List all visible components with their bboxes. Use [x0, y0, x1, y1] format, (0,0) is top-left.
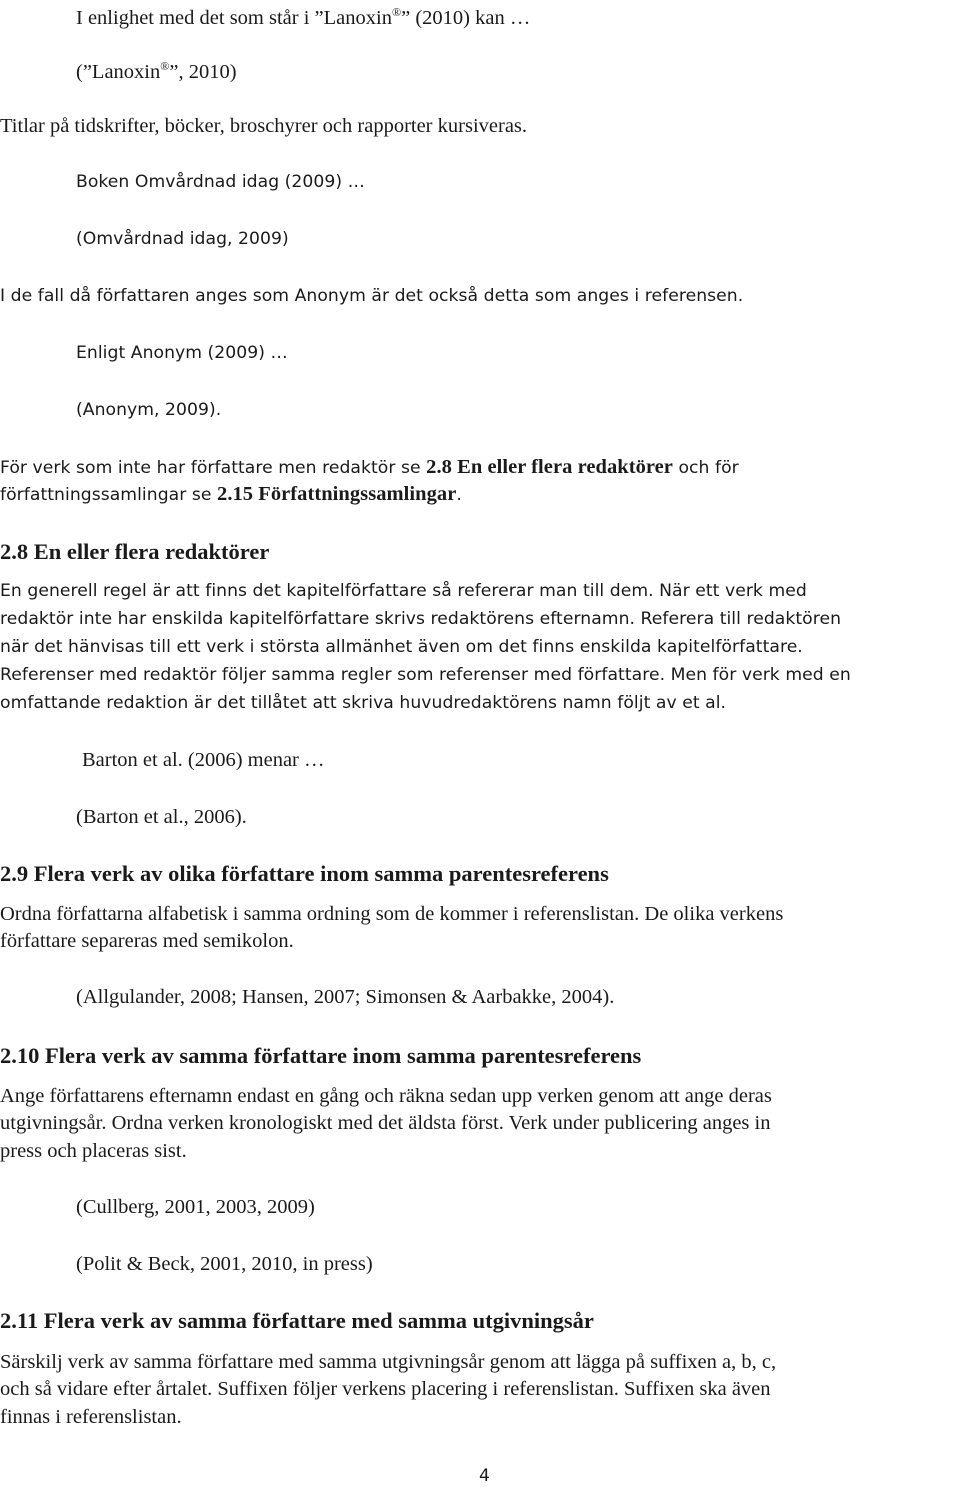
section-2-11-line: Särskilj verk av samma författare med samma utgivningsår genom att lägga på suffixen a, b, c,: [0, 1351, 777, 1373]
intro-line-anonym-citation: (Anonym, 2009).: [76, 400, 222, 420]
section-2-9-line: Ordna författarna alfabetisk i samma ordning som de kommer i referenslistan. De olika verkens: [0, 903, 784, 925]
section-2-10-line: press och placeras sist.: [0, 1140, 187, 1162]
section-2-8-example-narrative: Barton et al. (2006) menar …: [82, 749, 325, 771]
page-number: 4: [479, 1466, 490, 1486]
section-2-11-line: och så vidare efter årtalet. Suffixen följer verkens placering i referenslistan. Suffixen ska även: [0, 1378, 771, 1400]
intro-line-enligt-anonym: Enligt Anonym (2009) …: [76, 343, 288, 363]
intro-line-lanoxin-citation: (”Lanoxin®”, 2010): [76, 59, 237, 83]
section-2-8-line: omfattande redaktion är det tillåtet att skriva huvudredaktörens namn följt av et al.: [0, 693, 727, 713]
section-2-10-heading: 2.10 Flera verk av samma författare inom samma parentesreferens: [0, 1043, 642, 1068]
section-2-10-example: (Polit & Beck, 2001, 2010, in press): [76, 1253, 373, 1275]
section-2-8-heading: 2.8 En eller flera redaktörer: [0, 539, 270, 564]
section-2-9-line: författare separeras med semikolon.: [0, 930, 294, 952]
intro-line-forfattning-ref: författningssamlingar se 2.15 Författningssamlingar.: [0, 483, 462, 505]
intro-line-titles: Titlar på tidskrifter, böcker, broschyrer och rapporter kursiveras.: [0, 115, 528, 137]
section-2-9-heading: 2.9 Flera verk av olika författare inom samma parentesreferens: [0, 861, 609, 886]
section-2-10-line: Ange författarens efternamn endast en gång och räkna sedan upp verken genom att ange deras: [0, 1085, 772, 1107]
section-2-8-line: Referenser med redaktör följer samma regler som referenser med författare. Men för verk med en: [0, 665, 851, 685]
section-2-8-line: redaktör inte har enskilda kapitelförfattare skrivs redaktörens efternamn. Referera till redaktören: [0, 609, 842, 629]
section-2-8-line: En generell regel är att finns det kapitelförfattare så refererar man till dem. När ett verk med: [0, 581, 807, 601]
section-2-11-line: finnas i referenslistan.: [0, 1406, 182, 1428]
section-2-11-heading: 2.11 Flera verk av samma författare med samma utgivningsår: [0, 1308, 594, 1333]
section-2-9-example: (Allgulander, 2008; Hansen, 2007; Simonsen & Aarbakke, 2004).: [76, 986, 615, 1008]
intro-line-anonym-rule: I de fall då författaren anges som Anonym är det också detta som anges i referensen.: [0, 286, 744, 306]
section-2-10-example: (Cullberg, 2001, 2003, 2009): [76, 1196, 315, 1218]
section-2-8-example-citation: (Barton et al., 2006).: [76, 806, 247, 828]
intro-line-redaktor-ref: För verk som inte har författare men redaktör se 2.8 En eller flera redaktörer och för: [0, 456, 739, 478]
link-section-2-8: 2.8 En eller flera redaktörer: [426, 456, 673, 478]
intro-line-boken: Boken Omvårdnad idag (2009) …: [76, 172, 365, 192]
section-2-10-line: utgivningsår. Ordna verken kronologiskt med det äldsta först. Verk under publicering anges in: [0, 1112, 771, 1134]
link-section-2-15: 2.15 Författningssamlingar: [217, 483, 457, 505]
intro-line-omvardnad-citation: (Omvårdnad idag, 2009): [76, 229, 289, 249]
intro-line-lanoxin: I enlighet med det som står i ”Lanoxin®” (2010) kan …: [76, 5, 531, 29]
section-2-8-line: när det hänvisas till ett verk i största allmänhet även om det finns enskilda kapitelförfattare.: [0, 637, 803, 657]
